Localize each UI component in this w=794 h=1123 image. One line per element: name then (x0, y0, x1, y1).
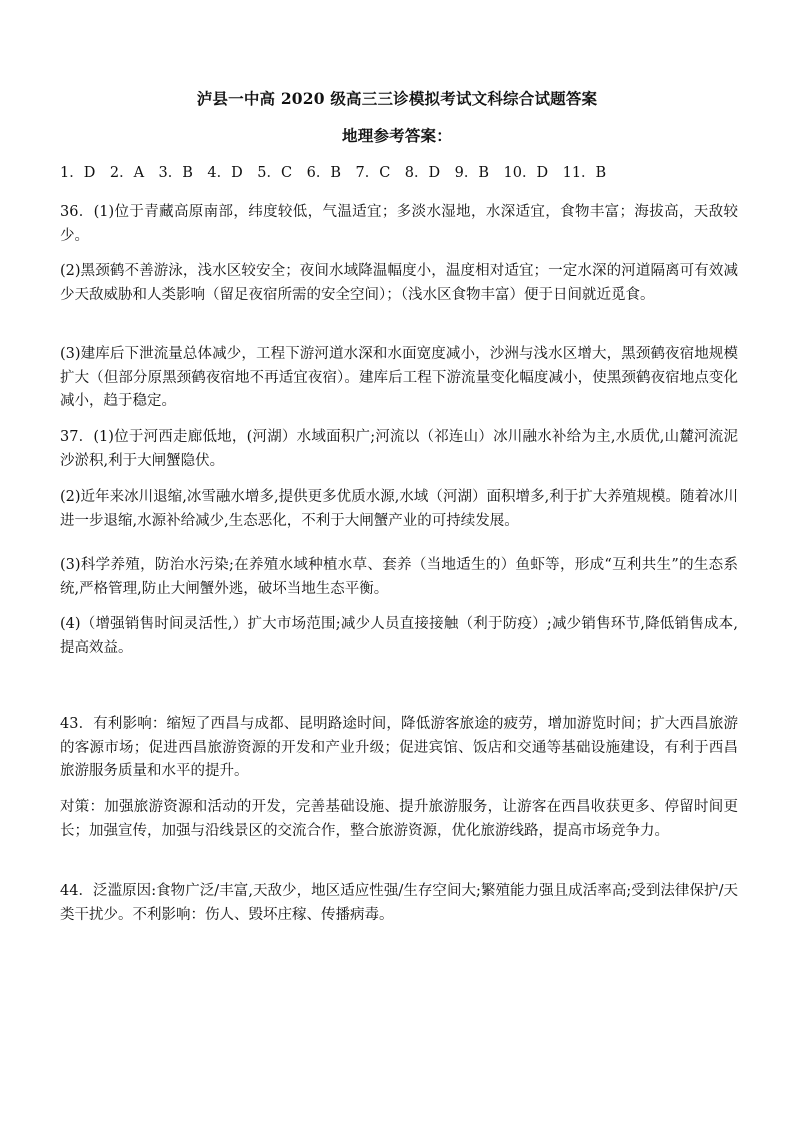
q36-part1-answer: 36．(1)位于青藏高原南部，纬度较低，气温适宜；多淡水湿地，水深适宜，食物丰富；海拔高，天敌较少。 (60, 204, 738, 244)
q36-part3-answer: (3)建库后下泄流量总体减少，工程下游河道水深和水面宽度减小，沙洲与浅水区增大，黑颈鹤夜宿地规模扩大（但部分原黑颈鹤夜宿地不再适宜夜宿）。建库后工程下游流量变化幅度减小，使黑颈鹤夜宿地点变化减小，趋于稳定。 (60, 346, 738, 409)
q36-part2-answer: (2)黑颈鹤不善游泳，浅水区较安全；夜间水域降温幅度小，温度相对适宜；一定水深的河道隔离可有效减少天敌威胁和人类影响（留足夜宿所需的安全空间）；（浅水区食物丰富）便于日间就近觅食。 (60, 263, 738, 303)
q43-impact-answer: 43．有利影响：缩短了西昌与成都、昆明路途时间，降低游客旅途的疲劳，增加游览时间；扩大西昌旅游的客源市场；促进西昌旅游资源的开发和产业升级；促进宾馆、饭店和交通等基础设施建设，有利于西昌旅游服务质量和水平的提升。 (60, 716, 738, 779)
q37-part3-answer: (3)科学养殖，防治水污染;在养殖水域种植水草、套养（当地适生的）鱼虾等，形成“互利共生”的生态系统,严格管理,防止大闸蟹外逃，破坏当地生态平衡。 (60, 557, 738, 597)
document-title: 泸县一中高 2020 级高三三诊模拟考试文科综合试题答案 (196, 89, 598, 108)
q37-part1-answer: 37．(1)位于河西走廊低地，(河湖）水域面积广;河流以（祁连山）冰川融水补给为主,水质优,山麓河流泥沙淤积,利于大闸蟹隐伏。 (60, 429, 738, 469)
q44-answer: 44．泛滥原因:食物广泛/丰富,天敌少，地区适应性强/生存空间大;繁殖能力强且成活率高;受到法律保护/天类干扰少。不利影响：伤人、毁坏庄稼、传播病毒。 (60, 883, 738, 923)
q37-part4-answer: (4)（增强销售时间灵活性,）扩大市场范围;减少人员直接接触（利于防疫）;减少销售环节,降低销售成本,提高效益。 (60, 616, 738, 656)
section-title-geography: 地理参考答案： (342, 126, 452, 145)
q43-countermeasure-answer: 对策：加强旅游资源和活动的开发，完善基础设施、提升旅游服务，让游客在西昌收获更多、停留时间更长；加强宣传，加强与沿线景区的交流合作，整合旅游资源，优化旅游线路，提高市场竞争力。 (60, 799, 738, 839)
choice-answers-line: 1．D 2．A 3．B 4．D 5．C 6．B 7．C 8．D 9．B 10．D 11．B (60, 165, 607, 181)
q37-part2-answer: (2)近年来冰川退缩,冰雪融水增多,提供更多优质水源,水域（河湖）面积增多,利于扩大养殖规模。随着冰川进一步退缩,水源补给减少,生态恶化，不利于大闸蟹产业的可持续发展。 (60, 489, 738, 529)
